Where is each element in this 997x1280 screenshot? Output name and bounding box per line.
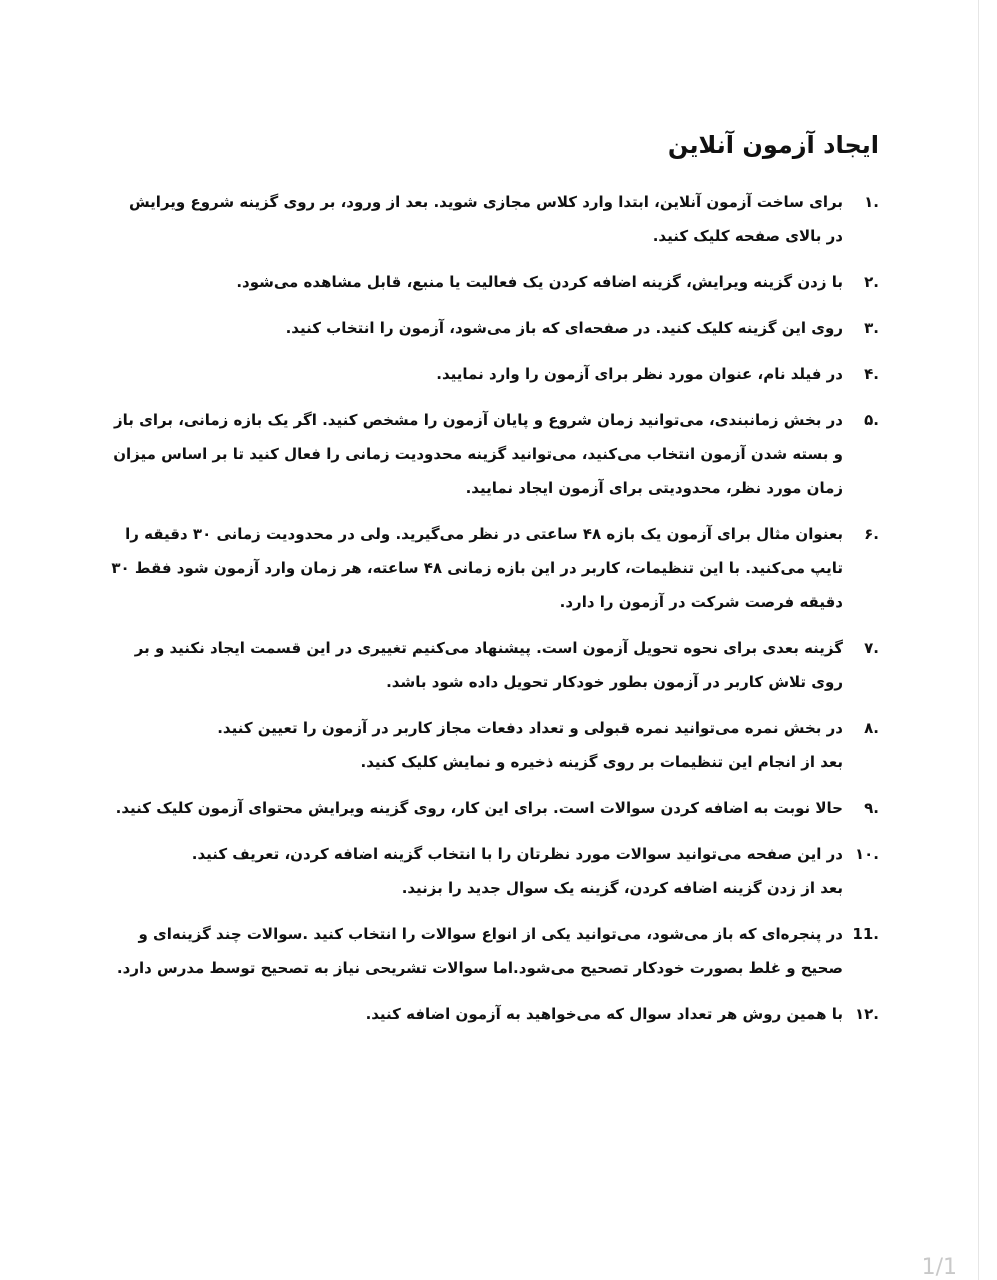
step-line: روی این گزینه کلیک کنید. در صفحه‌ای که باز می‌شود، آزمون را انتخاب کنید. xyxy=(285,319,843,337)
step-number: .۸ xyxy=(864,719,879,737)
step-line: گزینه بعدی برای نحوه تحویل آزمون است. پیشنهاد می‌کنیم تغییری در این قسمت ایجاد نکنید و بر روی تلاش کاربر در آزمون بطور خودکار تحویل داده شود باشد. xyxy=(134,639,843,691)
step-item xyxy=(109,917,879,985)
step-text xyxy=(109,997,843,1031)
step-number: .۴ xyxy=(864,365,879,383)
step-line: بعد از زدن گزینه اضافه کردن، گزینه یک سوال جدید را بزنید. xyxy=(401,879,843,897)
step-line: برای ساخت آزمون آنلاین، ابتدا وارد کلاس مجازی شوید. بعد از ورود، بر روی گزینه شروع ویرایش در بالای صفحه کلیک کنید. xyxy=(128,193,843,245)
steps-list xyxy=(109,185,879,1031)
step-item xyxy=(109,791,879,825)
step-text xyxy=(109,917,843,985)
step-text xyxy=(109,711,843,779)
step-number: .۱۰ xyxy=(854,845,879,863)
document-title: ایجاد آزمون آنلاین xyxy=(667,131,879,159)
step-number: .۲ xyxy=(864,273,879,291)
step-text xyxy=(109,517,843,619)
step-number: .11 xyxy=(852,925,879,943)
step-item xyxy=(109,837,879,905)
step-item xyxy=(109,265,879,299)
step-text xyxy=(109,837,843,905)
step-text xyxy=(109,357,843,391)
step-text xyxy=(109,791,843,825)
step-item xyxy=(109,185,879,253)
step-number: .۱ xyxy=(864,193,879,211)
step-text xyxy=(109,631,843,699)
step-line: در بخش نمره می‌توانید نمره قبولی و تعداد دفعات مجاز کاربر در آزمون را تعیین کنید. xyxy=(217,719,843,737)
step-line: بعد از انجام این تنظیمات بر روی گزینه ذخیره و نمایش کلیک کنید. xyxy=(360,753,843,771)
step-line: در این صفحه می‌توانید سوالات مورد نظرتان را با انتخاب گزینه اضافه کردن، تعریف کنید. xyxy=(191,845,843,863)
step-line: در پنجره‌ای که باز می‌شود، می‌توانید یکی از انواع سوالات را انتخاب کنید .سوالات چند گزینه‌ای و صحیح و غلط بصورت خودکار تصحیح می‌شود.اما سوالات تشریحی نیاز به تصحیح توسط مدرس دارد. xyxy=(116,925,843,977)
step-text xyxy=(109,185,843,253)
step-text xyxy=(109,403,843,505)
step-item xyxy=(109,357,879,391)
step-item xyxy=(109,517,879,619)
step-item xyxy=(109,403,879,505)
step-text xyxy=(109,311,843,345)
step-line: با زدن گزینه ویرایش، گزینه اضافه کردن یک فعالیت یا منبع، قابل مشاهده می‌شود. xyxy=(236,273,843,291)
step-number: .۵ xyxy=(864,411,879,429)
step-number: .۳ xyxy=(864,319,879,337)
step-line: حالا نوبت به اضافه کردن سوالات است. برای این کار، روی گزینه ویرایش محتوای آزمون کلیک کنید. xyxy=(115,799,843,817)
step-line: بعنوان مثال برای آزمون یک بازه ۴۸ ساعتی در نظر می‌گیرید. ولی در محدودیت زمانی ۳۰ دقیقه را تایپ می‌کنید. با این تنظیمات، کاربر در این بازه زمانی ۴۸ ساعته، هر زمان وارد آزمون شود فقط ۳۰ دقیقه فرصت شرکت در آزمون را دارد. xyxy=(111,525,843,611)
step-number: .۶ xyxy=(864,525,879,543)
step-text xyxy=(109,265,843,299)
document-content xyxy=(109,125,879,1043)
step-number: .۹ xyxy=(864,799,879,817)
step-line: در فیلد نام، عنوان مورد نظر برای آزمون را وارد نمایید. xyxy=(436,365,843,383)
step-line: در بخش زمانبندی، می‌توانید زمان شروع و پایان آزمون را مشخص کنید. اگر یک بازه زمانی، برای باز و بسته شدن آزمون انتخاب می‌کنید، می‌توانید گزینه محدودیت زمانی را فعال کنید تا بر اساس میزان زمان مورد نظر، محدودیتی برای آزمون ایجاد نمایید. xyxy=(113,411,843,497)
page-edge-line xyxy=(978,0,979,1280)
step-line: با همین روش هر تعداد سوال که می‌خواهید به آزمون اضافه کنید. xyxy=(365,1005,843,1023)
step-item xyxy=(109,631,879,699)
step-number: .۱۲ xyxy=(854,1005,879,1023)
step-item xyxy=(109,311,879,345)
step-item xyxy=(109,711,879,779)
step-number: .۷ xyxy=(864,639,879,657)
page-indicator: 1/1 xyxy=(921,1255,957,1280)
step-item xyxy=(109,997,879,1031)
